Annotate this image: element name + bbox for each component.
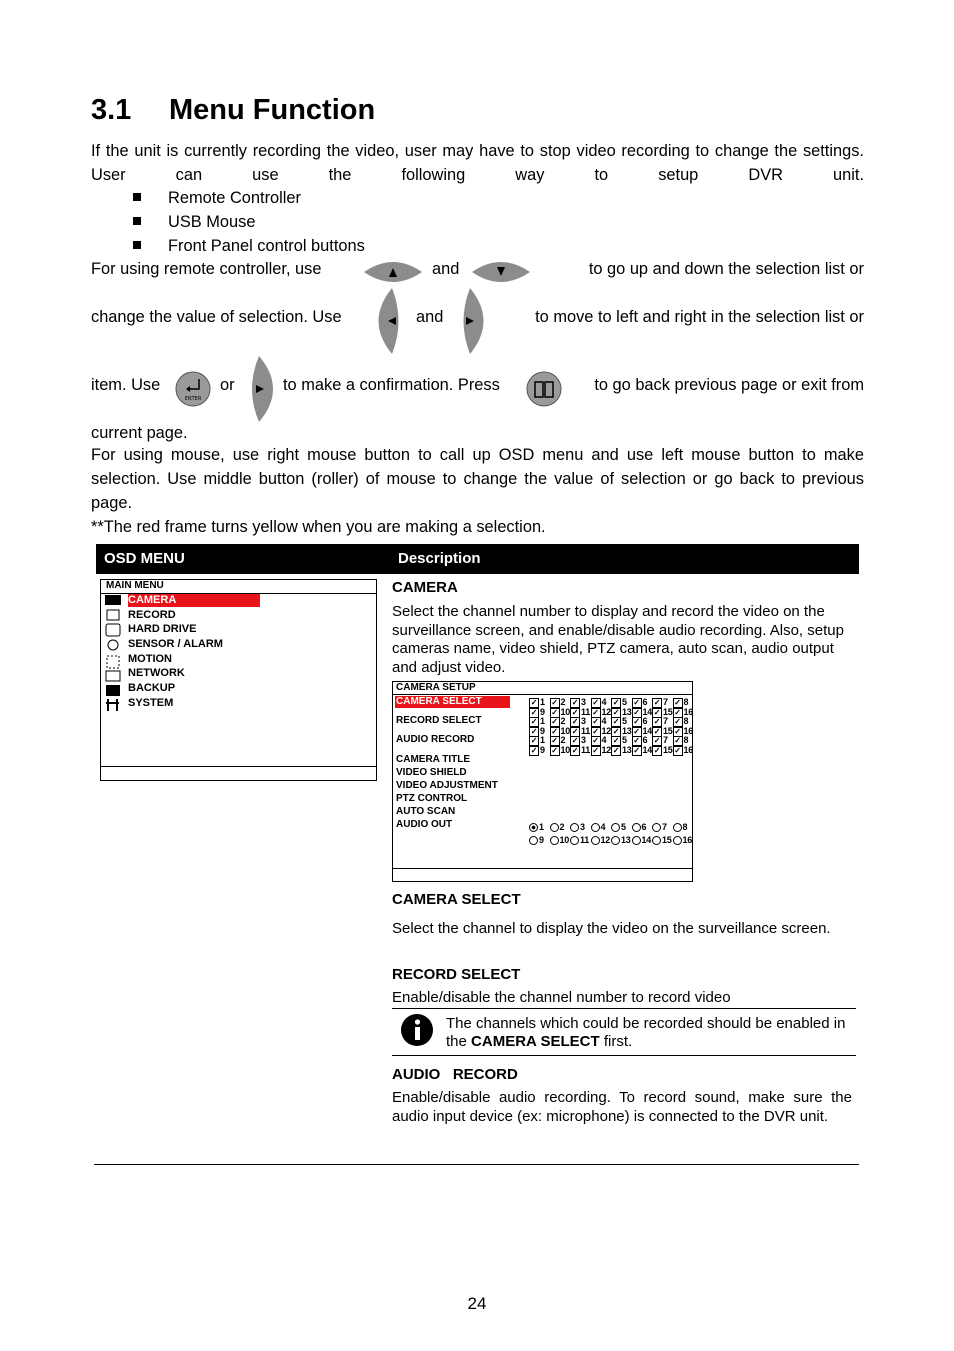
bullet-remote: Remote Controller	[133, 186, 301, 210]
channel-checkbox[interactable]: ✓ 8	[674, 716, 689, 726]
channel-checkbox[interactable]: ✓ 7	[653, 697, 668, 707]
channel-label: 5	[622, 697, 627, 707]
channel-label: 3	[581, 735, 586, 745]
channel-label: 15	[663, 745, 673, 755]
remote-line-4: current page.	[91, 424, 188, 442]
channel-label: 9	[540, 745, 545, 755]
channel-checkbox[interactable]: ✓ 11	[571, 726, 591, 736]
channel-checkbox[interactable]: ✓ 12	[592, 707, 612, 717]
backup-icon	[106, 685, 120, 696]
section-number: 3.1	[91, 94, 132, 126]
channel-checkbox[interactable]: ✓ 3	[571, 697, 586, 707]
system-icon	[106, 699, 119, 711]
setup-item-camera-select[interactable]: CAMERA SELECT	[395, 696, 510, 708]
menu-item-motion[interactable]: MOTION	[128, 653, 172, 665]
channel-radio[interactable]	[529, 835, 550, 845]
intro-paragraph: If the unit is currently recording the video, user may have to stop video recording to change the settings. User can use the following way to setup DVR unit.	[91, 142, 864, 184]
channel-label: 16	[683, 707, 694, 717]
channel-checkbox[interactable]: ✓ 1	[530, 697, 545, 707]
channel-label: 11	[581, 726, 591, 736]
channel-label: 1	[539, 822, 544, 832]
audio-record-text: Enable/disable audio recording. To record sound, make sure the audio input device (ex: microphone) is connected to the DVR unit.	[392, 1089, 852, 1125]
channel-radio[interactable]	[632, 822, 653, 832]
channel-label: 16	[683, 745, 694, 755]
channel-label: 14	[642, 707, 653, 717]
channel-checkbox[interactable]: ✓ 5	[612, 697, 627, 707]
page-number: 24	[467, 1294, 487, 1313]
remote-line-1: For using remote controller, use and to go up and down the selection list or	[91, 260, 864, 278]
info-note-bold: CAMERA SELECT	[471, 1033, 600, 1050]
channel-label: 8	[683, 716, 689, 726]
camera-section-text: Select the channel number to display and record the video on the surveillance screen, and enable/disable audio recording. Also, setup cameras name, video shield, PTZ camera, auto scan, audio output and adjust video.	[392, 603, 844, 676]
channel-label: 11	[580, 835, 590, 845]
channel-label: 10	[559, 835, 570, 845]
info-note-text-a: The channels which could be recorded should be enabled in the	[446, 1015, 846, 1050]
camera-section-title: CAMERA	[392, 579, 458, 596]
channel-checkbox[interactable]: ✓ 9	[530, 745, 545, 755]
menu-item-hard-drive[interactable]: HARD DRIVE	[128, 623, 197, 635]
channel-label: 7	[662, 822, 667, 832]
setup-item-auto-scan[interactable]: AUTO SCAN	[396, 806, 456, 817]
record-icon	[107, 610, 119, 620]
channel-label: 16	[682, 835, 693, 845]
setup-item-video-adjustment[interactable]: VIDEO ADJUSTMENT	[396, 780, 498, 791]
channel-label: 9	[540, 726, 545, 736]
channel-label: 15	[663, 726, 673, 736]
menu-item-network[interactable]: NETWORK	[128, 667, 185, 679]
camera-select-text: Select the channel to display the video on the surveillance screen.	[392, 920, 831, 937]
menu-book-icon	[525, 370, 563, 408]
enter-icon	[174, 370, 212, 408]
channel-radio[interactable]	[550, 822, 571, 832]
down-arrow-icon	[470, 258, 532, 286]
channel-label: 3	[581, 716, 586, 726]
channel-radio[interactable]	[570, 822, 591, 832]
channel-label: 4	[601, 697, 607, 707]
channel-checkbox[interactable]: ✓ 14	[633, 726, 653, 736]
audio-out-row-2	[529, 835, 693, 845]
channel-label: 7	[663, 716, 668, 726]
channel-label: 3	[581, 697, 586, 707]
main-menu-screen	[100, 579, 377, 781]
remote-line-3: item. Use or to make a confirmation. Press to go back previous page or exit from	[91, 376, 864, 394]
channel-label: 15	[662, 835, 672, 845]
channel-label: 5	[621, 822, 626, 832]
channel-checkbox[interactable]: ✓ 3	[571, 716, 586, 726]
channel-checkbox[interactable]: ✓ 6	[633, 735, 648, 745]
channel-checkbox[interactable]: ✓ 15	[653, 707, 673, 717]
channel-checkbox[interactable]: ✓ 13	[612, 707, 632, 717]
channel-label: 10	[560, 707, 571, 717]
info-note	[392, 1008, 856, 1056]
channel-radio[interactable]	[611, 822, 632, 832]
setup-item-record-select[interactable]: RECORD SELECT	[396, 715, 482, 726]
section-title: Menu Function	[169, 94, 376, 126]
setup-item-audio-record[interactable]: AUDIO RECORD	[396, 734, 475, 745]
channel-checkbox[interactable]: ✓ 9	[530, 726, 545, 736]
channel-radio[interactable]	[550, 835, 571, 845]
menu-item-sensor-alarm[interactable]: SENSOR / ALARM	[128, 638, 223, 650]
channel-checkbox[interactable]: ✓ 15	[653, 726, 673, 736]
channel-label: 6	[642, 735, 648, 745]
channel-label: 10	[560, 745, 571, 755]
channel-checkbox[interactable]: ✓ 1	[530, 735, 545, 745]
channel-label: 12	[600, 835, 611, 845]
sensor-icon	[108, 640, 118, 650]
channel-checkbox[interactable]: ✓ 16	[674, 707, 694, 717]
main-menu-title: MAIN MENU	[106, 580, 164, 591]
header-osd-menu: OSD MENU	[104, 550, 185, 567]
channel-label: 2	[560, 716, 566, 726]
channel-checkbox[interactable]: ✓ 5	[612, 716, 627, 726]
channel-radio[interactable]	[570, 835, 591, 845]
channel-label: 6	[642, 716, 648, 726]
channel-label: 5	[622, 735, 627, 745]
channel-checkbox[interactable]: ✓ 3	[571, 735, 586, 745]
channel-checkbox[interactable]: ✓ 14	[633, 707, 653, 717]
channel-checkbox[interactable]: ✓ 2	[551, 735, 566, 745]
channel-label: 6	[642, 697, 648, 707]
channel-label: 16	[683, 726, 694, 736]
channel-label: 6	[641, 822, 647, 832]
remote-line-2: change the value of selection. Use and to move to left and right in the selection list or	[91, 308, 864, 326]
channel-label: 2	[560, 735, 566, 745]
channel-radio[interactable]	[673, 835, 694, 845]
info-icon	[400, 1013, 434, 1047]
channel-checkbox[interactable]: ✓ 6	[633, 716, 648, 726]
channel-label: 1	[540, 716, 545, 726]
left-arrow-icon	[377, 286, 407, 356]
channel-label: 13	[622, 745, 632, 755]
channel-label: 7	[663, 735, 668, 745]
channel-label: 8	[683, 697, 689, 707]
channel-checkbox[interactable]: ✓ 1	[530, 716, 545, 726]
table-bottom-rule	[94, 1164, 859, 1165]
network-icon	[106, 671, 120, 681]
record-select-title: RECORD SELECT	[392, 966, 521, 983]
channel-label: 14	[642, 726, 653, 736]
camera-icon	[105, 595, 121, 605]
camera-setup-screen	[392, 681, 693, 882]
channel-radio[interactable]	[591, 835, 612, 845]
channel-label: 2	[560, 697, 566, 707]
channel-checkbox[interactable]: ✓ 14	[633, 745, 653, 755]
channel-checkbox[interactable]: ✓ 11	[571, 707, 591, 717]
channel-checkbox[interactable]: ✓ 12	[592, 745, 612, 755]
channel-checkbox[interactable]: ✓ 5	[612, 735, 627, 745]
channel-checkbox[interactable]: ✓ 10	[551, 745, 571, 755]
section-heading	[91, 94, 375, 127]
channel-checkbox[interactable]: ✓ 15	[653, 745, 673, 755]
channel-label: 4	[600, 822, 606, 832]
channel-label: 15	[663, 707, 673, 717]
channel-label: 1	[540, 697, 545, 707]
right-arrow-icon	[243, 354, 275, 424]
channel-label: 2	[559, 822, 565, 832]
setup-item-camera-title[interactable]: CAMERA TITLE	[396, 754, 471, 765]
channel-radio[interactable]	[673, 822, 694, 832]
motion-icon	[107, 656, 119, 668]
channel-checkbox[interactable]: ✓ 13	[612, 745, 632, 755]
channel-label: 3	[580, 822, 585, 832]
channel-radio[interactable]	[652, 835, 673, 845]
channel-label: 5	[622, 716, 627, 726]
up-arrow-icon	[362, 258, 424, 286]
channel-checkbox[interactable]: ✓ 4	[592, 735, 607, 745]
right-arrow-icon	[455, 286, 485, 356]
audio-record-title: AUDIO RECORD	[392, 1066, 518, 1083]
channel-checkbox[interactable]: ✓ 12	[592, 726, 612, 736]
hard-drive-icon	[106, 624, 120, 636]
channel-label: 7	[663, 697, 668, 707]
audio-record-row-2	[529, 745, 693, 756]
channel-label: 14	[642, 745, 653, 755]
setup-item-ptz-control[interactable]: PTZ CONTROL	[396, 793, 468, 804]
channel-radio[interactable]	[632, 835, 653, 845]
channel-checkbox[interactable]: ✓ 2	[551, 697, 566, 707]
setup-item-video-shield[interactable]: VIDEO SHIELD	[396, 767, 467, 778]
channel-radio[interactable]	[591, 822, 612, 832]
channel-label: 14	[641, 835, 652, 845]
channel-label: 1	[540, 735, 545, 745]
mouse-paragraph: For using mouse, use right mouse button to call up OSD menu and use left mouse button to make selection. Use middle button (roller) of mouse to change the value of selection or go back to previous page.	[91, 446, 864, 512]
setup-item-audio-out[interactable]: AUDIO OUT	[396, 819, 453, 830]
bullet-mouse: USB Mouse	[133, 210, 255, 234]
bullet-front-panel: Front Panel control buttons	[133, 234, 365, 258]
channel-label: 13	[622, 726, 632, 736]
channel-radio[interactable]	[611, 835, 632, 845]
record-select-text: Enable/disable the channel number to record video	[392, 989, 731, 1006]
channel-label: 11	[581, 745, 591, 755]
channel-checkbox[interactable]: ✓ 8	[674, 697, 689, 707]
selection-note: **The red frame turns yellow when you are making a selection.	[91, 518, 546, 536]
channel-checkbox[interactable]: ✓ 16	[674, 726, 694, 736]
channel-radio[interactable]	[652, 822, 673, 832]
channel-checkbox[interactable]: ✓ 9	[530, 707, 545, 717]
channel-checkbox[interactable]: ✓ 7	[653, 735, 668, 745]
channel-label: 8	[683, 735, 689, 745]
menu-item-backup[interactable]: BACKUP	[128, 682, 176, 694]
channel-checkbox[interactable]: ✓ 6	[633, 697, 648, 707]
info-note-text-b: first.	[603, 1033, 633, 1050]
channel-checkbox[interactable]: ✓ 4	[592, 716, 607, 726]
channel-checkbox[interactable]: ✓ 7	[653, 716, 668, 726]
channel-label: 12	[601, 726, 612, 736]
channel-label: 11	[581, 707, 591, 717]
channel-label: 4	[601, 716, 607, 726]
channel-radio[interactable]	[529, 822, 550, 832]
channel-checkbox[interactable]: ✓ 13	[612, 726, 632, 736]
channel-label: 9	[540, 707, 545, 717]
channel-checkbox[interactable]: ✓ 16	[674, 745, 694, 755]
channel-checkbox[interactable]: ✓ 4	[592, 697, 607, 707]
menu-icons	[104, 594, 124, 712]
camera-select-title: CAMERA SELECT	[392, 891, 521, 908]
audio-out-row-1	[529, 822, 693, 832]
channel-label: 13	[622, 707, 632, 717]
table-header	[96, 544, 859, 574]
menu-item-camera[interactable]: CAMERA	[128, 594, 260, 607]
channel-checkbox[interactable]: ✓ 2	[551, 716, 566, 726]
channel-label: 4	[601, 735, 607, 745]
svg-text:ENTER: ENTER	[184, 396, 202, 402]
camera-setup-title: CAMERA SETUP	[396, 682, 476, 693]
menu-item-record[interactable]: RECORD	[128, 609, 176, 621]
channel-label: 13	[621, 835, 631, 845]
channel-label: 12	[601, 745, 612, 755]
channel-label: 9	[539, 835, 544, 845]
channel-checkbox[interactable]: ✓ 10	[551, 707, 571, 717]
channel-label: 8	[682, 822, 688, 832]
header-description: Description	[398, 550, 481, 567]
channel-checkbox[interactable]: ✓ 11	[571, 745, 591, 755]
menu-item-system[interactable]: SYSTEM	[128, 697, 174, 709]
channel-label: 10	[560, 726, 571, 736]
channel-checkbox[interactable]: ✓ 8	[674, 735, 689, 745]
channel-label: 12	[601, 707, 612, 717]
channel-checkbox[interactable]: ✓ 10	[551, 726, 571, 736]
